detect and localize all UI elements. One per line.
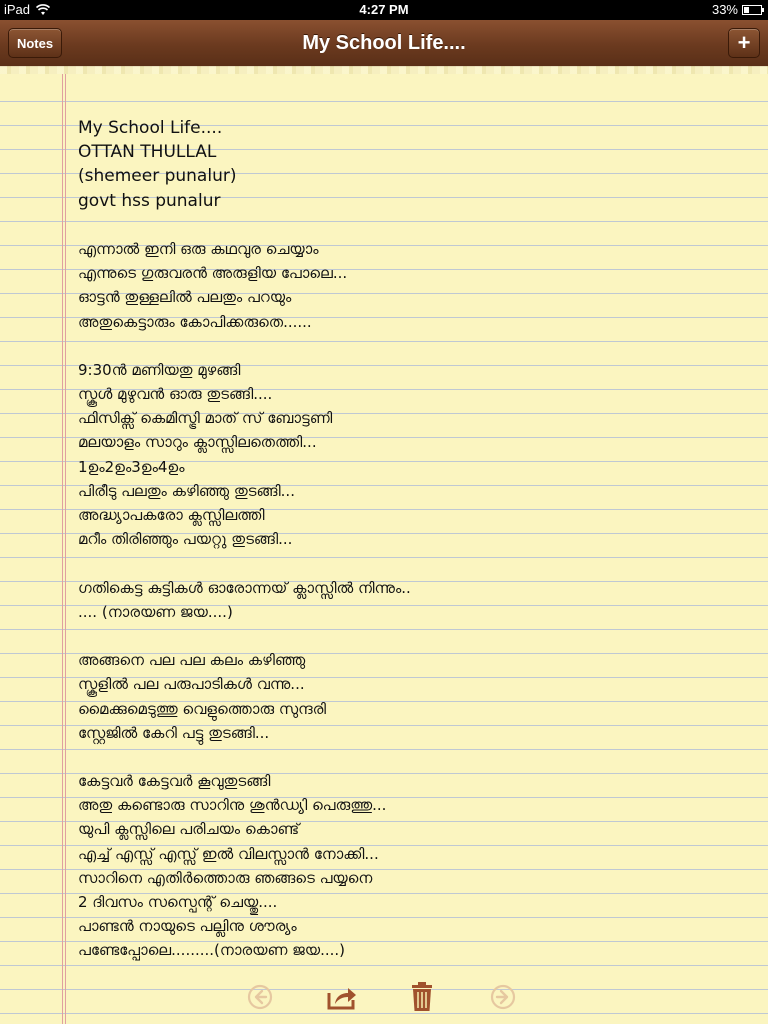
note-paper[interactable]: [0, 74, 768, 1024]
note-line: സ്റ്റേജിൽ കേറി പട്ടു തുടങ്ങി...: [78, 723, 270, 742]
note-line: മൈക്കുമെടുത്തു വെളുത്തൊരു സുന്ദരി: [78, 699, 326, 718]
note-line: മലയാളം സാറും ക്ലാസ്സിലതെത്തി...: [78, 433, 317, 452]
notes-back-button[interactable]: Notes: [8, 28, 62, 58]
arrow-right-icon: [490, 984, 516, 1014]
note-line: എന്നുടെ ഗുരുവരൻ അരുളിയ പോലെ...: [78, 264, 348, 283]
note-blank-line: [78, 213, 738, 237]
page-title: My School Life....: [302, 32, 466, 54]
battery-percent: 33%: [711, 2, 738, 17]
note-line: 1ഉം2ഉം3ഉം4ഉം: [78, 457, 185, 476]
device-label: iPad: [4, 2, 31, 17]
note-line: കേട്ടവർ കേട്ടവർ കൂവുതുടങ്ങി: [78, 772, 271, 791]
note-line: 9:30ൻ മണിയതു മുഴങ്ങി: [78, 360, 241, 379]
delete-note-button[interactable]: [405, 982, 439, 1016]
margin-line: [62, 74, 63, 1024]
note-line: എച്ച് എസ്സ് എസ്സ് ഇൽ വിലസ്സാൻ നോക്കി...: [78, 844, 379, 863]
status-bar: [0, 0, 768, 20]
navigation-bar: [0, 20, 768, 67]
note-line: .... (നാരയണ ജയ....): [78, 602, 233, 621]
note-line: പണ്ടേപ്പോലെ.........(നാരയണ ജയ....): [78, 941, 346, 960]
note-line: സ്കൂൾ മുഴുവൻ ഓരു തുടങ്ങി....: [78, 385, 273, 404]
note-line: യുപി ക്ലസ്സിലെ പരിചയം കൊണ്ട്: [78, 820, 300, 839]
arrow-left-icon: [247, 984, 273, 1014]
note-line: പിരീടു പലതും കഴിഞ്ഞു തുടങ്ങി...: [78, 481, 295, 500]
note-body[interactable]: [78, 116, 738, 963]
torn-paper-edge: [0, 66, 768, 74]
add-note-button[interactable]: +: [728, 28, 760, 58]
note-line: മറീം തിരിഞ്ഞും പയറ്റു തുടങ്ങി...: [78, 530, 293, 549]
share-button[interactable]: [325, 982, 359, 1016]
note-line: 2 ദിവസം സസ്പെന്റ് ചെയ്തു....: [78, 893, 278, 911]
note-line: അദ്ധ്യാപകരോ ക്ലസ്സിലത്തി: [78, 506, 265, 524]
note-line: My School Life....: [78, 118, 223, 138]
note-line: സാറിനെ എതിർത്തൊരു ഞങ്ങടെ പയ്യനെ: [78, 868, 373, 887]
note-line: എന്നാൽ ഇനി ഒരു കഥവുര ചെയ്യാം: [78, 239, 319, 258]
status-time: 4:27 PM: [359, 2, 409, 17]
note-line: സ്കൂളിൽ പല പരുപാടികൾ വന്നു...: [78, 675, 305, 694]
previous-note-button[interactable]: [243, 982, 277, 1016]
note-line: ഫിസിക്സ് കെമിസ്ട്രി മാത് സ് ബോട്ടണി: [78, 409, 333, 428]
note-line: (shemeer punalur): [78, 166, 237, 187]
battery-icon: [742, 5, 762, 15]
next-note-button[interactable]: [486, 982, 520, 1016]
note-line: അതുകെട്ടാരും കോപിക്കരുതെ......: [78, 312, 312, 331]
note-blank-line: [78, 624, 738, 648]
share-icon: [326, 983, 358, 1015]
note-line: ഗതികെട്ട കുട്ടികൾ ഓരോന്നയ് ക്ലാസ്സിൽ നിന്നും..: [78, 578, 411, 597]
note-line: പാണ്ടൻ നായുടെ പല്ലിനു ശൗര്യം: [78, 917, 297, 936]
margin-line: [65, 74, 66, 1024]
bottom-toolbar: [0, 976, 768, 1024]
note-line: govt hss punalur: [78, 190, 221, 211]
note-line: അതു കണ്ടൊരു സാറിനു ശുൻഡ്യി പെരുത്തു...: [78, 796, 387, 815]
note-line: OTTAN THULLAL: [78, 142, 217, 163]
note-line: അങ്ങനെ പല പല കലം കഴിഞ്ഞു: [78, 651, 306, 670]
note-blank-line: [78, 745, 738, 769]
note-blank-line: [78, 334, 738, 358]
note-blank-line: [78, 551, 738, 575]
trash-icon: [410, 982, 434, 1016]
note-line: ഓട്ടൻ തുള്ളലിൽ പലതും പറയും: [78, 288, 292, 307]
